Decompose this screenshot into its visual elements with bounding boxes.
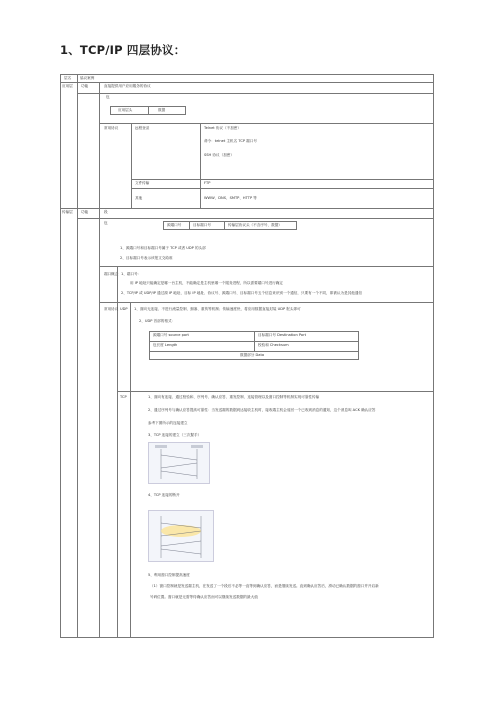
tcp-name: TCP	[120, 395, 127, 399]
app-remote-line-1: Telnet 协议（不加密）	[204, 126, 241, 130]
app-layer-name: 应用层	[62, 84, 73, 88]
tcp-line-1: 1、面向有连接、通过校验和、序列号、确认应答、重发控制、连接管理以及窗口控制等机制实现可靠性传输	[148, 395, 320, 399]
app-other-text: WWW、DNS、SMTP、HTTP 等	[204, 196, 257, 200]
udp-field-dst: 目标端口号 Destination Port	[258, 333, 306, 337]
app-remote-label: 远程登录	[135, 126, 150, 130]
transport-func-label: 功能	[81, 210, 89, 214]
transport-note-1: 1、源端口号和目标端口号属于 TCP 或者 UDP 的头部	[120, 246, 206, 250]
app-other-label: 其他	[135, 196, 143, 200]
tcp-line-4: 3、TCP 连接的建立（三次握手）	[148, 433, 202, 437]
app-pkg-data-cell: 数据	[158, 108, 166, 112]
app-proto-label: 常用协议	[104, 126, 119, 130]
udp-field-chk: 校验和 Checksum	[258, 343, 289, 347]
transport-func-text: 段	[104, 210, 108, 214]
transport-pkg-header: 传输层协议头（不含序号、数据）	[228, 223, 282, 227]
header-col-proto: 協议案例	[80, 75, 95, 80]
udp-line-1: 1、面向无连接、不进行流量控制、拥塞、重传等机制；传输速度快，将应用数据直接封装 UDP 报头即可	[134, 307, 301, 311]
transport-pkg-dst-port: 目标端口号	[193, 223, 211, 227]
tcp-line-7: （1）窗口控制就是发送端主机，在发送了一个段后不必等一直等到确认应答，而是继续发送。直到确认应答后，滑动已确认数据的窗口并开启新	[150, 584, 379, 588]
udp-field-len: 包长度 Length	[153, 343, 178, 347]
transport-pkg-src-port: 源端口号	[167, 223, 182, 227]
udp-name: UDP	[120, 307, 128, 311]
port-line-3: 2、TCP/IP 或 UDP/IP 通过源 IP 地址、目标 IP 地址、协议号、源端口号、目标端口号五个信息来识别一个通信，只要有一个不同，即被认为是其他通信	[121, 291, 363, 295]
tcp-line-8: 号码位置。窗口就是无需等待确认应答而可以继续发送数据的最大值	[150, 595, 258, 599]
tcp-close-diagram	[148, 510, 214, 562]
app-remote-line-3: SSH 协议（加密）	[204, 153, 234, 157]
transport-pkg-label: 包	[104, 221, 108, 225]
app-func-label: 功能	[81, 84, 89, 88]
port-concept-label: 端口概念	[104, 272, 119, 276]
transport-proto-label: 常用协议	[104, 307, 119, 311]
udp-field-data: 数据部分 Data	[240, 353, 265, 357]
port-line-2: 用 IP 地址只能确定是哪一台主机，不能确定是主机里哪一个服务进程，所以需要端口号进行确定	[130, 281, 283, 285]
tcp-line-6: 5、利用窗口控制提高速度	[148, 573, 190, 577]
app-file-text: FTP	[204, 181, 211, 185]
tcp-line-2: 2、通过序列号与确认应答提高可靠性：当发送端的数据到达接收主机时，接收端主机会返回一个已收到消息的通知，这个消息叫 ACK 确认应答	[148, 408, 376, 412]
close-svg	[149, 511, 213, 561]
tcp-line-3: 参考下图所示的连接建立	[148, 421, 188, 425]
transport-layer-name: 传输层	[62, 210, 73, 214]
app-func-text: 直接提供用户应用服务的协议	[104, 84, 151, 88]
app-remote-line-2: 命令：telnet 主机名 TCP 端口号	[204, 139, 257, 143]
app-pkg-label: 包	[106, 95, 110, 99]
handshake-svg	[149, 443, 209, 483]
port-line-1: 1、端口号：	[121, 272, 142, 276]
app-pkg-header-cell: 应用层头	[118, 108, 133, 112]
page-title: 1、TCP/IP 四层协议：	[60, 43, 186, 57]
udp-line-2: 2、UDP 首部的格式：	[139, 319, 176, 323]
tcp-line-5: 4、TCP 连接的断开	[148, 493, 180, 497]
header-col-layer: 层名	[64, 75, 72, 80]
app-file-label: 文件传输	[135, 181, 150, 185]
tcp-handshake-diagram	[148, 442, 210, 484]
transport-note-2: 2、目标端口号表示该报文交给谁	[120, 256, 173, 260]
udp-field-src: 源端口号 source port	[153, 333, 189, 337]
